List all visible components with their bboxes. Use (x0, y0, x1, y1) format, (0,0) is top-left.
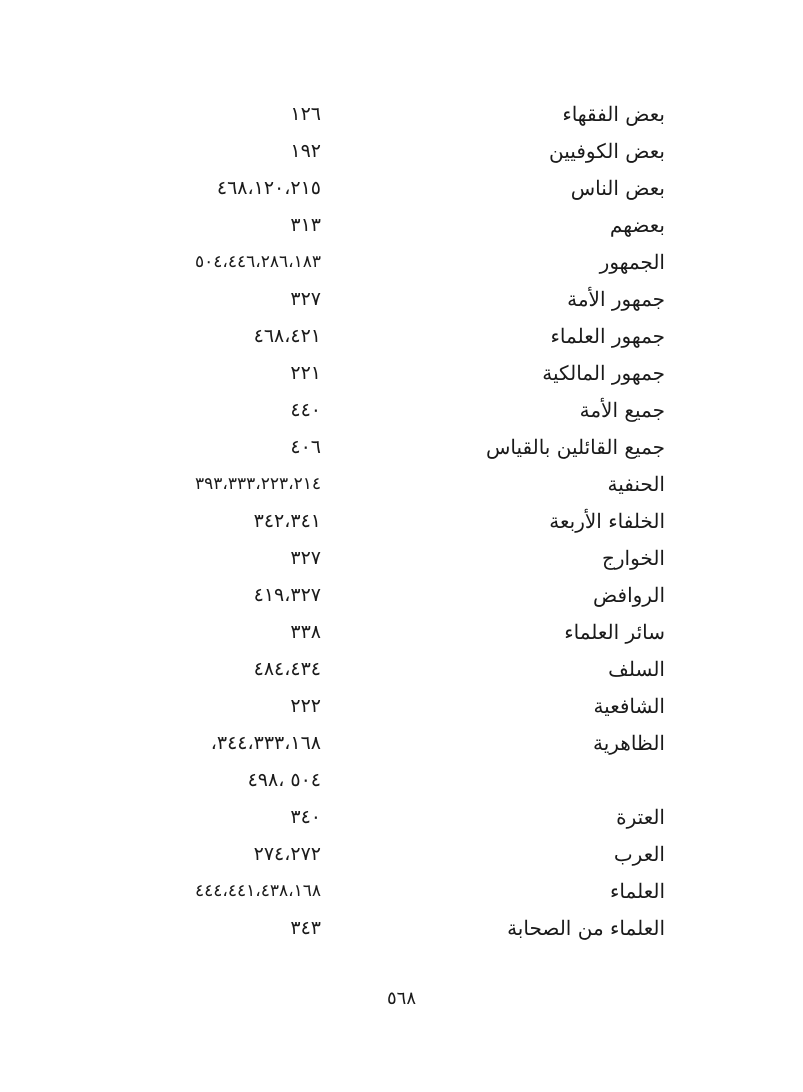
index-entry (0, 429, 803, 466)
entry-pages: ٤١٩،٣٢٧ (253, 584, 321, 606)
index-entry-continuation (0, 762, 803, 799)
index-entry (0, 503, 803, 540)
entry-term: الروافض (593, 583, 665, 607)
entry-term: جميع الأمة (579, 398, 665, 422)
index-entry (0, 910, 803, 947)
entry-term: العلماء من الصحابة (507, 916, 665, 940)
index-entry (0, 688, 803, 725)
entry-pages: ١٢٦ (290, 103, 321, 125)
entry-pages: ٤٨٤،٤٣٤ (253, 658, 321, 680)
entry-term: جمهور الأمة (567, 287, 665, 311)
index-entry (0, 318, 803, 355)
entry-term: العترة (616, 805, 665, 829)
entry-pages: ١٩٢ (290, 140, 321, 162)
entry-term: العلماء (610, 879, 665, 903)
index-entry (0, 651, 803, 688)
entry-term: الخلفاء الأربعة (549, 509, 665, 533)
index-entry (0, 244, 803, 281)
entry-term: الجمهور (599, 250, 665, 274)
entry-pages: ٤٤٤،٤٤١،٤٣٨،١٦٨ (194, 881, 321, 901)
entry-term: بعضهم (609, 213, 665, 237)
entry-term: العرب (613, 842, 665, 866)
entry-pages: ٤٤٠ (290, 399, 321, 421)
entry-pages: ٤٠٦ (290, 436, 321, 458)
index-entry (0, 392, 803, 429)
entry-term: الخوارج (601, 546, 665, 570)
index-entry (0, 799, 803, 836)
index-entry (0, 466, 803, 503)
entry-pages: ٢٧٤،٢٧٢ (253, 843, 321, 865)
index-entry (0, 170, 803, 207)
entry-term: الظاهرية (592, 731, 665, 755)
index-entry (0, 614, 803, 651)
entry-pages: ٢٢١ (290, 362, 321, 384)
index-entry (0, 725, 803, 762)
index-entry (0, 873, 803, 910)
entry-term: بعض الكوفيين (549, 139, 665, 163)
entry-term: بعض الناس (570, 176, 665, 200)
index-entry (0, 540, 803, 577)
entry-pages: ٣٤٣ (290, 917, 321, 939)
entry-pages: ٤٦٨،١٢٠،٢١٥ (216, 177, 321, 199)
entry-term: سائر العلماء (564, 620, 665, 644)
entry-term: الحنفية (607, 472, 665, 496)
entry-pages: ٥٠٤،٤٤٦،٢٨٦،١٨٣ (194, 252, 321, 272)
entry-term: السلف (608, 657, 665, 681)
entry-term: جميع القائلين بالقياس (485, 435, 665, 459)
index-list (0, 96, 803, 947)
entry-pages: ٣٤٢،٣٤١ (253, 510, 321, 532)
entry-pages: ٣٩٣،٣٣٣،٢٢٣،٢١٤ (194, 474, 321, 494)
entry-pages: ٤٦٨،٤٢١ (253, 325, 321, 347)
index-entry (0, 207, 803, 244)
index-entry (0, 577, 803, 614)
index-entry (0, 836, 803, 873)
entry-term: جمهور المالكية (542, 361, 665, 385)
page-number: ٥٦٨ (386, 988, 416, 1009)
entry-term: جمهور العلماء (550, 324, 665, 348)
entry-pages: ٣٢٧ (290, 547, 321, 569)
entry-pages: ٣١٣ (290, 214, 321, 236)
entry-term: بعض الفقهاء (562, 102, 665, 126)
index-entry (0, 281, 803, 318)
index-entry (0, 133, 803, 170)
index-entry (0, 355, 803, 392)
entry-pages: ٣٤٠ (290, 806, 321, 828)
entry-pages: ٢٢٢ (290, 695, 321, 717)
index-entry (0, 96, 803, 133)
entry-term: الشافعية (593, 694, 665, 718)
entry-pages: ٥٠٤ ،٤٩٨ (247, 769, 321, 791)
entry-pages: ٣٢٧ (290, 288, 321, 310)
entry-pages: ٣٣٨ (290, 621, 321, 643)
entry-pages: ٣٤٤،٣٣٣،١٦٨، (210, 732, 321, 754)
